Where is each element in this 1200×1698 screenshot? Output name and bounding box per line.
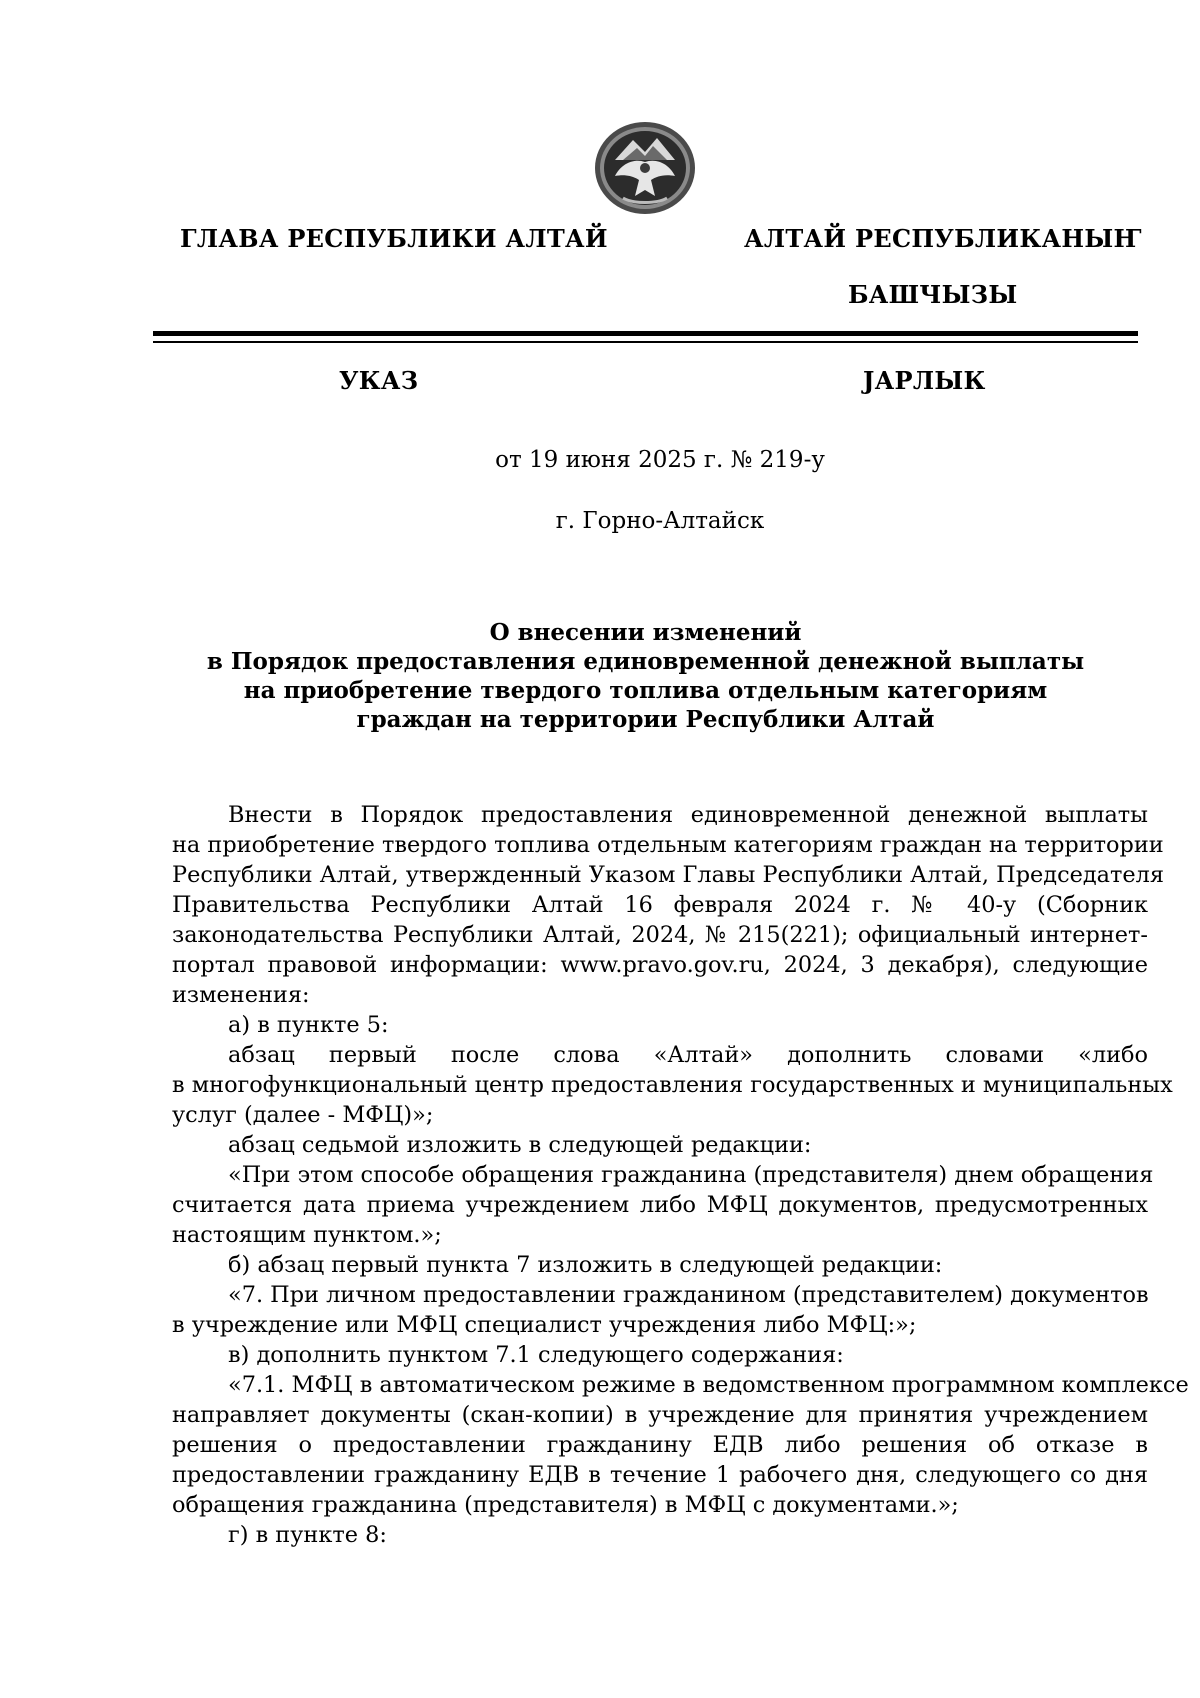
body-line: г) в пункте 8:	[228, 1522, 387, 1548]
body-line: абзац первый после слова «Алтай» дополнить словами «либо	[228, 1042, 1148, 1068]
header-right-title-line2: БАШЧЫЗЫ	[848, 280, 1018, 309]
city: г. Горно-Алтайск	[555, 508, 765, 534]
body-line: направляет документы (скан-копии) в учреждение для принятия учреждением	[172, 1402, 1148, 1428]
header-left-title: ГЛАВА РЕСПУБЛИКИ АЛТАЙ	[180, 224, 608, 253]
body-line: «7. При личном предоставлении гражданином (представителем) документов	[228, 1282, 1149, 1308]
title-line: в Порядок предоставления единовременной денежной выплаты	[206, 648, 1085, 675]
body-line: портал правовой информации: www.pravo.gov.ru, 2024, 3 декабря), следующие	[172, 952, 1148, 978]
doc-type-left: УКАЗ	[339, 366, 419, 395]
body-line: б) абзац первый пункта 7 изложить в следующей редакции:	[228, 1252, 943, 1278]
body-line: обращения гражданина (представителя) в МФЦ с документами.»;	[172, 1492, 959, 1518]
title-line: О внесении изменений	[489, 619, 802, 646]
body-line: настоящим пунктом.»;	[172, 1222, 442, 1248]
republic-emblem	[593, 120, 697, 216]
body-line: в) дополнить пунктом 7.1 следующего содержания:	[228, 1342, 844, 1368]
body-line: считается дата приема учреждением либо МФЦ документов, предусмотренных	[172, 1192, 1148, 1218]
body-line: изменения:	[172, 982, 310, 1008]
body-line: в многофункциональный центр предоставления государственных и муниципальных	[172, 1072, 1173, 1098]
header-rule-thin	[153, 341, 1138, 343]
header-rule-thick	[153, 331, 1138, 336]
body-line: предоставлении гражданину ЕДВ в течение 1 рабочего дня, следующего со дня	[172, 1462, 1148, 1488]
body-line: Республики Алтай, утвержденный Указом Главы Республики Алтай, Председателя	[172, 862, 1164, 888]
decree-title	[153, 618, 1138, 734]
body-line: Внести в Порядок предоставления единовременной денежной выплаты	[228, 802, 1148, 828]
date-number: от 19 июня 2025 г. № 219-у	[495, 447, 825, 473]
body-line: «7.1. МФЦ в автоматическом режиме в ведомственном программном комплексе	[228, 1372, 1189, 1398]
body-line: на приобретение твердого топлива отдельным категориям граждан на территории	[172, 832, 1164, 858]
body-line: Правительства Республики Алтай 16 февраля 2024 г. № 40-у (Сборник	[172, 892, 1148, 918]
body-line: услуг (далее - МФЦ)»;	[172, 1102, 434, 1128]
body-line: абзац седьмой изложить в следующей редакции:	[228, 1132, 812, 1158]
body-line: решения о предоставлении гражданину ЕДВ либо решения об отказе в	[172, 1432, 1148, 1458]
body-line: «При этом способе обращения гражданина (представителя) днем обращения	[228, 1162, 1154, 1188]
title-line: на приобретение твердого топлива отдельным категориям	[243, 677, 1048, 704]
header-right-title-line1: АЛТАЙ РЕСПУБЛИКАНЫҤ	[744, 224, 1142, 253]
body-line: в учреждение или МФЦ специалист учреждения либо МФЦ:»;	[172, 1312, 917, 1338]
title-line: граждан на территории Республики Алтай	[356, 706, 935, 733]
doc-type-right: ЈАРЛЫК	[863, 366, 986, 395]
decree-body	[172, 800, 1189, 1550]
body-line: законодательства Республики Алтай, 2024, № 215(221); официальный интернет-	[172, 922, 1148, 948]
body-line: а) в пункте 5:	[228, 1012, 389, 1038]
